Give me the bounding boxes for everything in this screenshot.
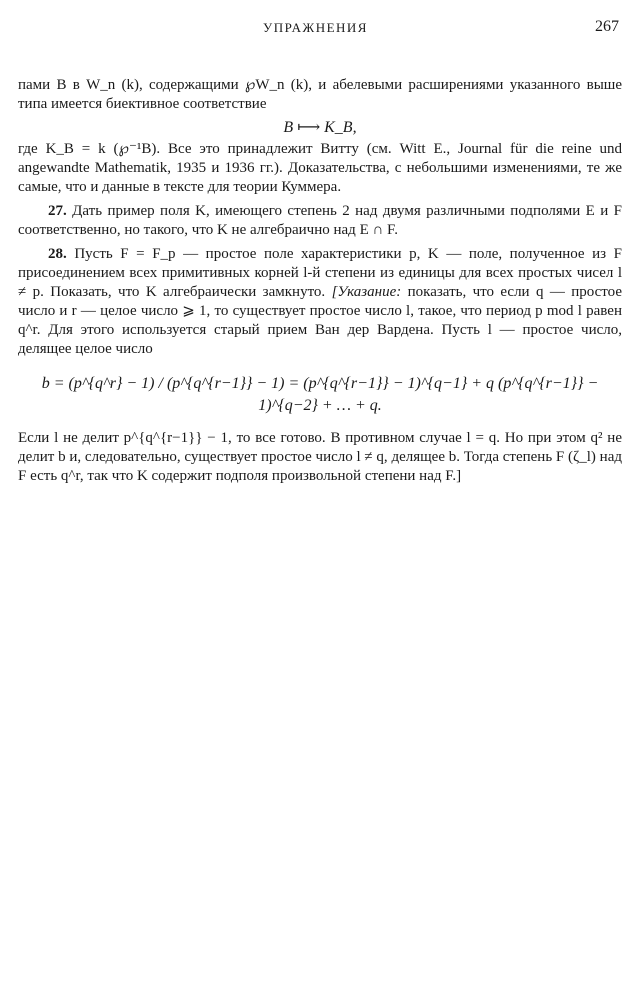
hint-text: показать, что если q — простое число и r — целое число ⩾ 1, то существует простое число l, такое, что период p mod l равен q^r. Для этого используется старый прием Ван дер Вардена. Пусть l — простое число, делящее целое число: [18, 284, 623, 357]
running-head: [0, 18, 631, 38]
intro-paragraph: пами B в W_n (k), содержащими ℘W_n (k), и абелевыми расширениями указанного выше типа имеется биективное соответствие: [18, 77, 622, 112]
page-number: 267: [595, 18, 619, 35]
conclusion-paragraph: Если l не делит p^{q^{r−1}} − 1, то все готово. В противном случае l = q. Но при этом q² не делит b и, следовательно, существует простое число l ≠ q, делящее b. Тогда степень F (ζ_l) над F есть q^r, так что K содержит подполя произвольной степени над F.]: [18, 430, 622, 484]
exercise-28: [18, 245, 622, 359]
exercise-number: 27.: [48, 203, 67, 219]
exercise-27: [18, 202, 622, 240]
page-body: [18, 76, 622, 486]
exercise-number: 28.: [48, 246, 67, 262]
after-map-paragraph: где K_B = k (℘⁻¹B). Все это принадлежит Витту (см. Witt E., Journal für die reine und angewandte Mathematik, 1935 и 1936 гг.). Доказательства, с небольшими изменениями, те же самые, что и данные в тексте для теории Куммера.: [18, 141, 622, 195]
formula-b: b = (p^{q^r} − 1) / (p^{q^{r−1}} − 1) = (p^{q^{r−1}} − 1)^{q−1} + q (p^{q^{r−1}} − 1)^{q−2} + … + q.: [41, 375, 599, 414]
display-map: B ⟼ K_B,: [283, 119, 357, 136]
exercise-text: Пусть F = F_p — простое поле характеристики p, K — поле, полученное из F присоединением всех примитивных корней l-й степени из единицы для всех простых чисел l ≠ p. Показать, что K алгебраически замкнуто.: [18, 246, 623, 300]
exercise-text: Дать пример поля K, имеющего степень 2 над двумя различными подполями E и F соответственно, но такого, что K не алгебраично над E ∩ F.: [18, 203, 622, 238]
hint-label: [Указание:: [331, 284, 402, 300]
running-title: УПРАЖНЕНИЯ: [263, 20, 368, 35]
